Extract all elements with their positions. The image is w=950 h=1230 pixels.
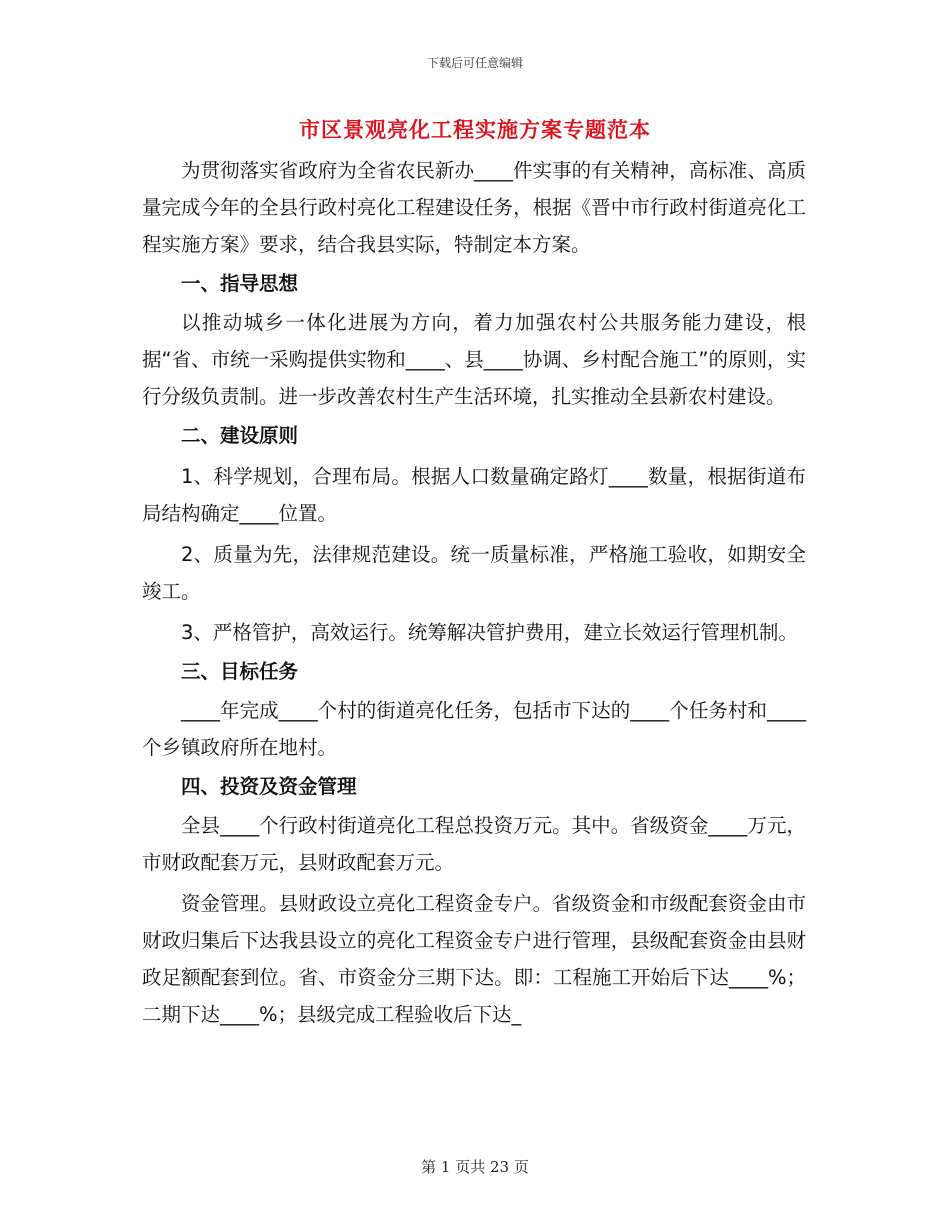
section-heading-construction-principles: 二、建设原则 — [181, 424, 299, 447]
principle-item-3: 3、严格管护，高效运行。统筹解决管护费用，建立长效运行管理机制。 — [181, 621, 798, 644]
guiding-ideology-paragraph: 以推动城乡一体化进展为方向，着力加强农村公共服务能力建设，根据“省、市统一采购提供实物和____、县____协调、乡村配合施工”的原则，实行分级负责制。进一步改善农村生产生活环境，扎实推动全县新农村建设。 — [142, 311, 806, 408]
section-heading-guiding-ideology: 一、指导思想 — [181, 272, 299, 295]
principle-item-1: 1、科学规划，合理布局。根据人口数量确定路灯____数量，根据街道布局结构确定____位置。 — [142, 465, 806, 525]
targets-paragraph: ____年完成____个村的街道亮化任务，包括市下达的____个任务村和____个乡镇政府所在地村。 — [142, 699, 806, 759]
document-body — [142, 152, 806, 1033]
intro-paragraph: 为贯彻落实省政府为全省农民新办____件实事的有关精神，高标准、高质量完成今年的全县行政村亮化工程建设任务，根据《晋中市行政村街道亮化工程实施方案》要求，结合我县实际，特制定本方案。 — [142, 159, 806, 256]
principle-item-2: 2、质量为先，法律规范建设。统一质量标准，严格施工验收，如期安全竣工。 — [142, 543, 806, 603]
fund-management-paragraph: 资金管理。县财政设立亮化工程资金专户。省级资金和市级配套资金由市财政归集后下达我县设立的亮化工程资金专户进行管理，县级配套资金由县财政足额配套到位。省、市资金分三期下达。即：工程施工开始后下达____%；二期下达____%；县级完成工程验收后下达_ — [142, 892, 806, 1026]
page-header-note: 下载后可任意编辑 — [426, 56, 523, 70]
page-number-footer: 第 1 页共 23 页 — [421, 1158, 529, 1176]
section-heading-targets: 三、目标任务 — [181, 660, 299, 683]
document-title: 市区景观亮化工程实施方案专题范本 — [299, 118, 651, 142]
investment-paragraph: 全县____个行政村街道亮化工程总投资万元。其中。省级资金____万元，市财政配套万元，县财政配套万元。 — [142, 814, 806, 874]
section-heading-investment: 四、投资及资金管理 — [181, 775, 357, 798]
